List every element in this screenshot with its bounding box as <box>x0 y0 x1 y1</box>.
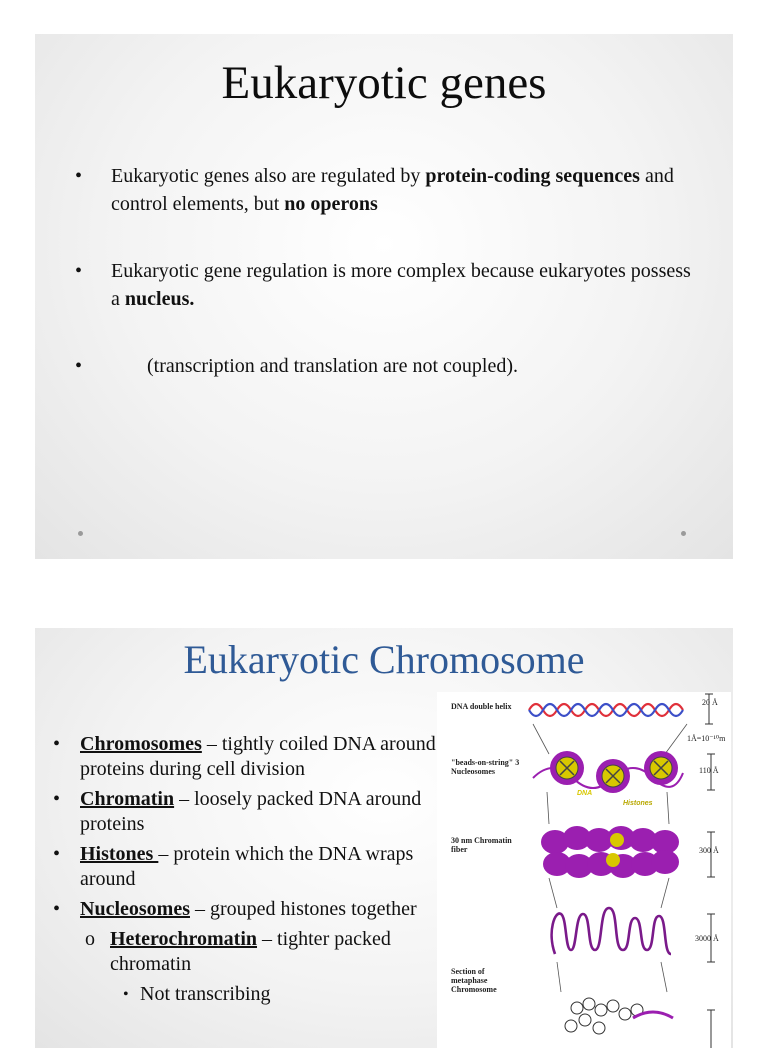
bullet-dot: • <box>53 898 61 920</box>
fiber-histone <box>606 853 620 867</box>
term: Nucleosomes <box>80 898 190 920</box>
definition: – grouped histones together <box>189 898 417 920</box>
metaphase-chromosome <box>565 998 643 1034</box>
dna-tag: DNA <box>577 790 593 797</box>
list-item <box>53 787 453 837</box>
definition: – tighter packed chromatin <box>110 928 391 975</box>
definition: Not transcribing <box>140 983 271 1005</box>
slide-title: Eukaryotic genes <box>221 57 547 109</box>
bullet-item <box>75 162 695 218</box>
bullet-dot: • <box>53 843 61 865</box>
chromosome-arm <box>633 1012 673 1018</box>
bullet-text: Eukaryotic genes also are regulated by protein-coding sequences and control elements, but no operons <box>111 165 674 215</box>
corner-dot <box>78 531 83 536</box>
metaphase-section-label: Section of metaphase Chromosome <box>451 967 497 994</box>
bullet-item <box>75 352 695 380</box>
definition: – protein which the DNA wraps around <box>80 843 414 890</box>
bullet-item <box>75 257 695 313</box>
histones-tag: Histones <box>623 800 653 807</box>
dimension-label: 20 Å <box>702 698 718 707</box>
term: Chromatin <box>80 788 175 810</box>
nucleosome-label: "beads-on-string" 3 Nucleosomes <box>451 758 520 776</box>
dimension-label: 300 Å <box>699 846 719 855</box>
term-list <box>53 732 453 1012</box>
dna-helix-label: DNA double helix <box>451 702 512 711</box>
dimension-label: 3000 Å <box>695 934 719 943</box>
slide-title: Eukaryotic Chromosome <box>183 637 585 682</box>
chromatin-packing-diagram <box>437 692 731 1048</box>
chromatin-fiber-label: 30 nm Chromatin fiber <box>451 836 512 854</box>
slide-eukaryotic-chromosome <box>35 628 733 1048</box>
chromatin-drawing <box>437 692 731 1048</box>
bullet-dot: • <box>53 733 61 755</box>
bullet-text: Eukaryotic gene regulation is more complex because eukaryotes possess a nucleus. <box>111 260 691 310</box>
term: Chromosomes <box>80 733 202 755</box>
chromatin-loops <box>552 908 671 954</box>
scale-markers <box>705 694 715 1048</box>
slide-eukaryotic-genes <box>35 34 733 559</box>
definition: – tightly coiled DNA around proteins during cell division <box>80 733 436 780</box>
list-item <box>53 732 453 782</box>
bullet-text: (transcription and translation are not coupled). <box>147 355 518 377</box>
list-item <box>53 897 453 922</box>
fiber-histone <box>610 833 624 847</box>
dimension-label: 1Å=10⁻¹⁰m <box>687 734 726 743</box>
nucleosome-beads <box>550 751 678 793</box>
dimension-label: 110 Å <box>699 766 719 775</box>
bullet-dot: • <box>75 355 83 377</box>
list-item <box>53 842 453 892</box>
bullet-dot: • <box>75 165 83 187</box>
bullet-dot: • <box>75 260 83 282</box>
list-item <box>53 982 453 1007</box>
bullet-dot: • <box>123 986 129 1003</box>
definition: – loosely packed DNA around proteins <box>80 788 422 835</box>
bullet-dot: • <box>53 788 61 810</box>
sub-bullet: o <box>85 928 95 950</box>
term: Heterochromatin <box>110 928 258 950</box>
corner-dot <box>681 531 686 536</box>
list-item <box>53 927 453 977</box>
chromatin-fiber <box>541 826 679 878</box>
term: Histones <box>80 843 159 865</box>
